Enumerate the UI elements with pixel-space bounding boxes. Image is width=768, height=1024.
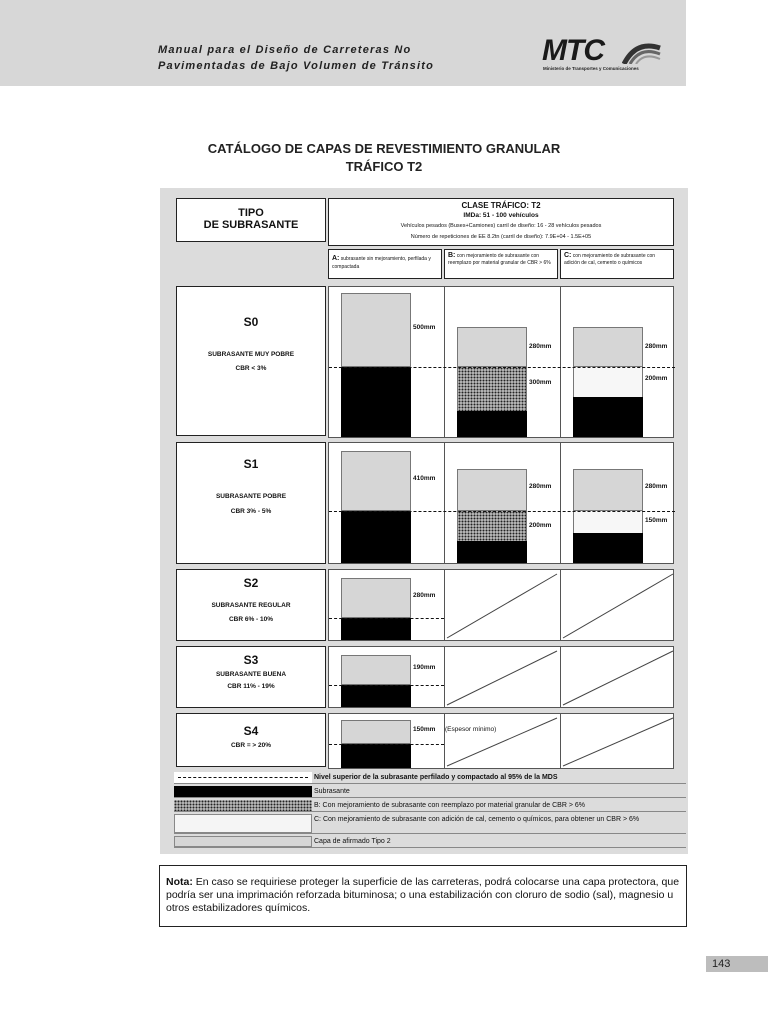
s4-nivel-line [329, 744, 444, 745]
logo-subtitle: Ministerio de Transportes y Comunicaciones [543, 66, 639, 71]
s0-a-subrasante [341, 367, 411, 437]
catalog-subtitle: TRÁFICO T2 [345, 159, 423, 174]
s1-c-estabilizado [573, 511, 643, 533]
legend-afirmado: Capa de afirmado Tipo 2 [174, 836, 686, 848]
s2-a-subrasante [341, 618, 411, 640]
row-s2-diagram [328, 569, 674, 641]
s1-a-afirmado [341, 451, 411, 511]
s1-b-subrasante [457, 541, 527, 563]
s1-a-label: 410mm [413, 475, 436, 482]
s0-c-label-top: 280mm [645, 343, 668, 350]
catalog-figure [160, 188, 688, 854]
row-s4-diagram [328, 713, 674, 769]
s4-a-note: (Espesor mínimo) [445, 726, 497, 733]
s2-a-label: 280mm [413, 592, 436, 599]
logo-text: MTC [542, 34, 604, 67]
s2-not-applicable [445, 570, 675, 640]
row-s1-diagram [328, 442, 674, 564]
page-number: 143 [706, 956, 768, 972]
s1-b-reemplazo [457, 511, 527, 541]
s2-nivel-line [329, 618, 444, 619]
nota-label: Nota: [166, 876, 193, 888]
nota-text: En caso se requiriese proteger la superficie de las carreteras, podrá colocarse una capa protectora, que podría ser una imprimación reforzada bituminosa; o una estabilización con cloruro de sodio (sal), magnesio u otros estabilizadores químicos. [166, 876, 680, 914]
s0-b-label-top: 280mm [529, 343, 552, 350]
s4-a-afirmado [341, 720, 411, 744]
de-subrasante-label: DE SUBRASANTE [203, 219, 299, 231]
s0-b-afirmado [457, 327, 527, 367]
row-s2-label: S2 SUBRASANTE REGULAR CBR 6% - 10% [176, 569, 326, 641]
s0-c-estabilizado [573, 367, 643, 397]
row-s1-label: S1 SUBRASANTE POBRE CBR 3% - 5% [176, 442, 326, 564]
s3-a-subrasante [341, 685, 411, 707]
s4-not-applicable [445, 714, 675, 768]
column-a-header: A: subrasante sin mejoramiento, perfilada y compactada [328, 249, 442, 279]
legend-subrasante: Subrasante [174, 786, 686, 798]
tipo-subrasante-box [176, 198, 326, 242]
s1-b-label-bot: 200mm [529, 522, 552, 529]
s3-a-label: 190mm [413, 664, 436, 671]
s0-b-reemplazo [457, 367, 527, 411]
clase-trafico-title: CLASE TRÁFICO: T2 [461, 201, 541, 210]
page-header [0, 0, 686, 86]
catalog-title: CATÁLOGO DE CAPAS DE REVESTIMIENTO GRANULAR [207, 141, 561, 156]
s0-a-afirmado [341, 293, 411, 367]
row-s3-label: S3 SUBRASANTE BUENA CBR 11% - 19% [176, 646, 326, 708]
s0-c-afirmado [573, 327, 643, 367]
row-s0-label: S0 SUBRASANTE MUY POBRE CBR < 3% [176, 286, 326, 436]
s1-c-afirmado [573, 469, 643, 511]
s1-c-label-bot: 150mm [645, 517, 668, 524]
s3-not-applicable [445, 647, 675, 707]
column-b-header: B: con mejoramiento de subrasante con reemplazo por material granular de CBR > 6% [444, 249, 558, 279]
row-s3-diagram [328, 646, 674, 708]
logo-arc-icon [622, 40, 662, 64]
s1-c-label-top: 280mm [645, 483, 668, 490]
vehiculos-text: Vehículos pesados (Buses+Camiones) carril de diseño: 16 - 28 vehículos pesados [400, 223, 602, 229]
s1-a-subrasante [341, 511, 411, 563]
s3-nivel-line [329, 685, 444, 686]
s1-nivel-line [329, 511, 675, 512]
column-c-header: C: con mejoramiento de subrasante con adición de cal, cemento o químicos [560, 249, 674, 279]
s3-a-afirmado [341, 655, 411, 685]
mtc-logo [542, 36, 662, 76]
s4-a-label: 150mm [413, 726, 436, 733]
s4-a-subrasante [341, 744, 411, 768]
s1-c-subrasante [573, 533, 643, 563]
row-s0-diagram [328, 286, 674, 438]
s0-c-label-bot: 200mm [645, 375, 668, 382]
s1-b-afirmado [457, 469, 527, 511]
s0-a-label: 500mm [413, 324, 436, 331]
manual-title: Manual para el Diseño de Carreteras No Pavimentadas de Bajo Volumen de Tránsito [158, 44, 435, 72]
nota-box [159, 865, 687, 927]
s0-nivel-line [329, 367, 675, 368]
s1-b-label-top: 280mm [529, 483, 552, 490]
s2-a-afirmado [341, 578, 411, 618]
legend-estabilizado: C: Con mejoramiento de subrasante con adición de cal, cemento o químicos, para obtener un CBR > 6% [174, 814, 686, 834]
clase-trafico-box [328, 198, 674, 246]
s0-b-label-bot: 300mm [529, 379, 552, 386]
s0-b-subrasante [457, 411, 527, 437]
imda-text: IMDa: 51 - 100 vehículos [463, 212, 539, 219]
tipo-label: TIPO [238, 207, 264, 219]
s0-c-subrasante [573, 397, 643, 437]
repeticiones-text: Número de repeticiones de EE 8.2tn (carril de diseño): 7.9E+04 - 1.5E+05 [410, 234, 592, 240]
row-s4-label: S4 CBR = > 20% [176, 713, 326, 767]
legend-nivel: Nivel superior de la subrasante perfilado y compactado al 95% de la MDS [174, 772, 686, 784]
legend-reemplazo: B: Con mejoramiento de subrasante con reemplazo por material granular de CBR > 6% [174, 800, 686, 812]
